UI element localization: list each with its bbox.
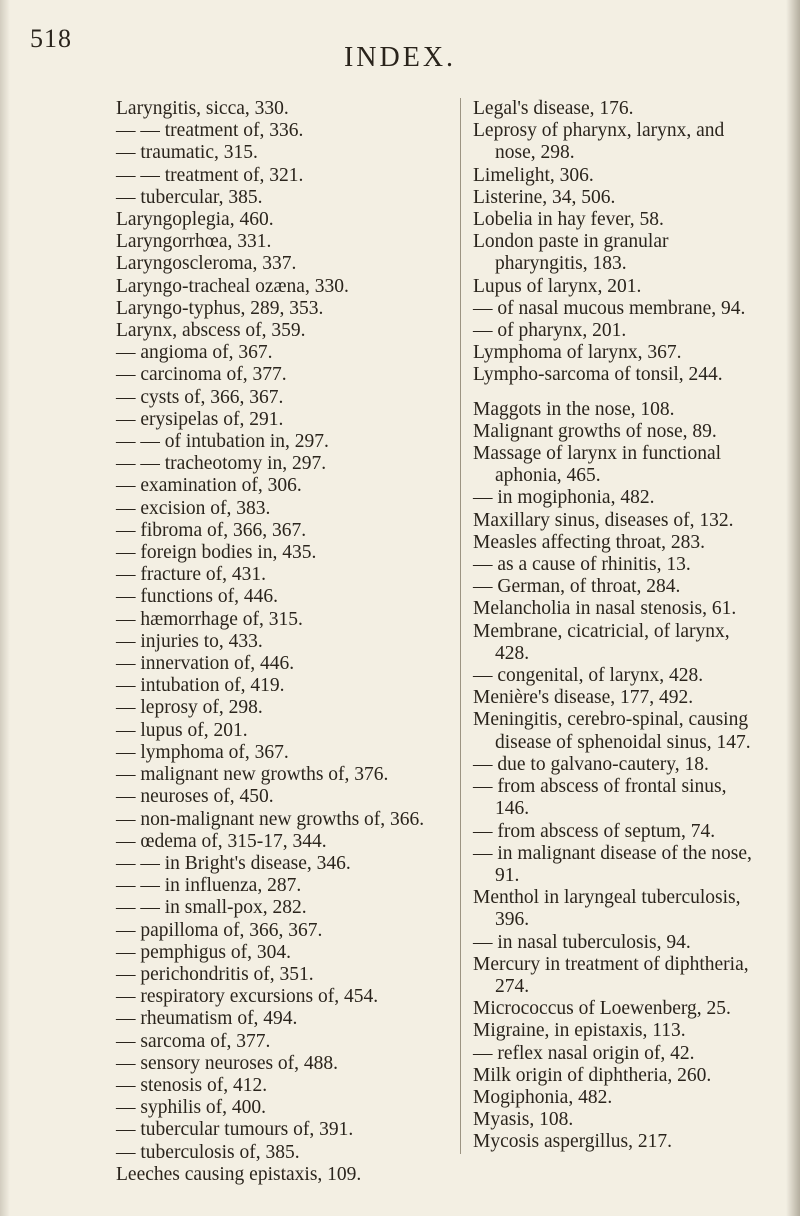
page-shadow-left [0,0,10,1216]
index-entry: — carcinoma of, 377. [116,364,287,386]
index-entry: Legal's disease, 176. [473,98,634,119]
index-entry: Larynx, abscess of, 359. [116,320,306,342]
index-entry: Leeches causing epistaxis, 109. [116,1163,362,1185]
index-entry: Menière's disease, 177, 492. [473,687,694,709]
index-entry: — traumatic, 315. [116,142,258,164]
index-entry: — — in small-pox, 282. [116,897,307,919]
index-entry: Myasis, 108. [473,1109,574,1131]
index-entry: — lymphoma of, 367. [116,741,289,763]
index-entry: Mercury in treatment of diphtheria, 274. [473,953,749,997]
index-entry: — papilloma of, 366, 367. [116,919,323,941]
index-entry: — fracture of, 431. [116,564,266,586]
index-entry: Mycosis aspergillus, 217. [473,1131,672,1153]
index-entry: — in malignant disease of the nose, 91. [473,842,752,886]
index-entry: — œdema of, 315-17, 344. [116,830,327,852]
index-entry: — perichondritis of, 351. [116,963,314,985]
index-entry: — innervation of, 446. [116,653,295,675]
index-entry: — examination of, 306. [116,475,302,497]
index-entry: Massage of larynx in functional aphonia, 465. [473,443,722,487]
index-entry: — — tracheotomy in, 297. [116,453,327,475]
index-entry: — tubercular, 385. [116,186,263,208]
index-entry: — in nasal tuberculosis, 94. [473,931,691,953]
index-entry: — excision of, 383. [116,497,271,519]
index-entry: — leprosy of, 298. [116,697,263,719]
index-entry: — malignant new growths of, 376. [116,764,389,786]
index-entry: — congenital, of larynx, 428. [473,665,704,687]
index-entry: — lupus of, 201. [116,719,248,741]
index-entry: Lympho-sarcoma of tonsil, 244. [473,364,723,386]
index-entry: Measles affecting throat, 283. [473,531,705,553]
index-entry: — functions of, 446. [116,586,278,608]
index-entry: Leprosy of pharynx, larynx, and nose, 298. [473,120,725,164]
index-entry: — fibroma of, 366, 367. [116,519,307,541]
index-entry: — respiratory excursions of, 454. [116,986,379,1008]
index-entry: London paste in granular pharyngitis, 183. [473,231,669,275]
index-entry: — German, of throat, 284. [473,576,681,598]
index-entry: — — treatment of, 321. [116,164,304,186]
index-entry: Lobelia in hay fever, 58. [473,209,664,231]
index-entry: — — treatment of, 336. [116,120,304,142]
index-entry: — of nasal mucous membrane, 94. [473,297,746,319]
index-entry: Lupus of larynx, 201. [473,275,642,297]
index-column-left [116,98,452,1186]
index-entry: — erysipelas of, 291. [116,408,284,430]
index-entry: Melancholia in nasal stenosis, 61. [473,598,737,620]
index-entry: — due to galvano-cautery, 18. [473,753,709,775]
index-entry: Milk origin of diphtheria, 260. [473,1064,712,1086]
index-entry: — syphilis of, 400. [116,1097,267,1119]
index-entry: — — in Bright's disease, 346. [116,852,351,874]
index-entry: — angioma of, 367. [116,342,273,364]
index-entry: — — in influenza, 287. [116,875,302,897]
index-entry: — reflex nasal origin of, 42. [473,1042,695,1064]
index-entry: — neuroses of, 450. [116,786,274,808]
index-entry: Laryngoscleroma, 337. [116,253,297,275]
index-entry: — injuries to, 433. [116,630,263,652]
index-entry: Mogiphonia, 482. [473,1086,613,1108]
index-entry: — hæmorrhage of, 315. [116,608,303,630]
index-entry: — sarcoma of, 377. [116,1030,271,1052]
index-column-right [460,98,763,1154]
index-entry: Limelight, 306. [473,164,594,186]
index-entry: — in mogiphonia, 482. [473,487,655,509]
index-entry: — as a cause of rhinitis, 13. [473,554,691,576]
page-number: 518 [30,24,72,53]
page-shadow-right [786,0,800,1216]
index-entry: Maggots in the nose, 108. [473,398,675,420]
index-entry: — — of intubation in, 297. [116,431,329,453]
index-entry: Maxillary sinus, diseases of, 132. [473,509,734,531]
index-entry: Laryngorrhœa, 331. [116,231,272,253]
index-entry: — of pharynx, 201. [473,320,627,342]
index-entry: — from abscess of septum, 74. [473,820,716,842]
index-entry: — stenosis of, 412. [116,1074,268,1096]
index-entry: Laryngo-typhus, 289, 353. [116,297,324,319]
index-entry: Laryngitis, sicca, 330. [116,98,289,119]
index-entry: Micrococcus of Loewenberg, 25. [473,998,731,1020]
page-title: INDEX. [343,42,457,73]
index-entry: — non-malignant new growths of, 366. [116,808,425,830]
index-entry: Migraine, in epistaxis, 113. [473,1020,686,1042]
index-entry: — cysts of, 366, 367. [116,386,284,408]
index-entry: Menthol in laryngeal tuberculosis, 396. [473,887,741,931]
index-entry: Laryngoplegia, 460. [116,209,274,231]
index-entry: — tubercular tumours of, 391. [116,1119,354,1141]
index-entry: Laryngo-tracheal ozæna, 330. [116,275,349,297]
index-entry: Malignant growths of nose, 89. [473,420,717,442]
index-entry: — intubation of, 419. [116,675,285,697]
index-entry: Membrane, cicatricial, of larynx, 428. [473,620,730,664]
index-entry: — from abscess of frontal sinus, 146. [473,776,727,820]
index-entry: — pemphigus of, 304. [116,941,291,963]
index-entry: — rheumatism of, 494. [116,1008,298,1030]
index-entry: Listerine, 34, 506. [473,186,616,208]
index-entry: — sensory neuroses of, 488. [116,1052,339,1074]
index-entry: — tuberculosis of, 385. [116,1141,300,1163]
index-entry: Lymphoma of larynx, 367. [473,342,682,364]
index-entry: Meningitis, cerebro-spinal, causing disease of sphenoidal sinus, 147. [473,709,751,753]
index-entry: — foreign bodies in, 435. [116,542,317,564]
